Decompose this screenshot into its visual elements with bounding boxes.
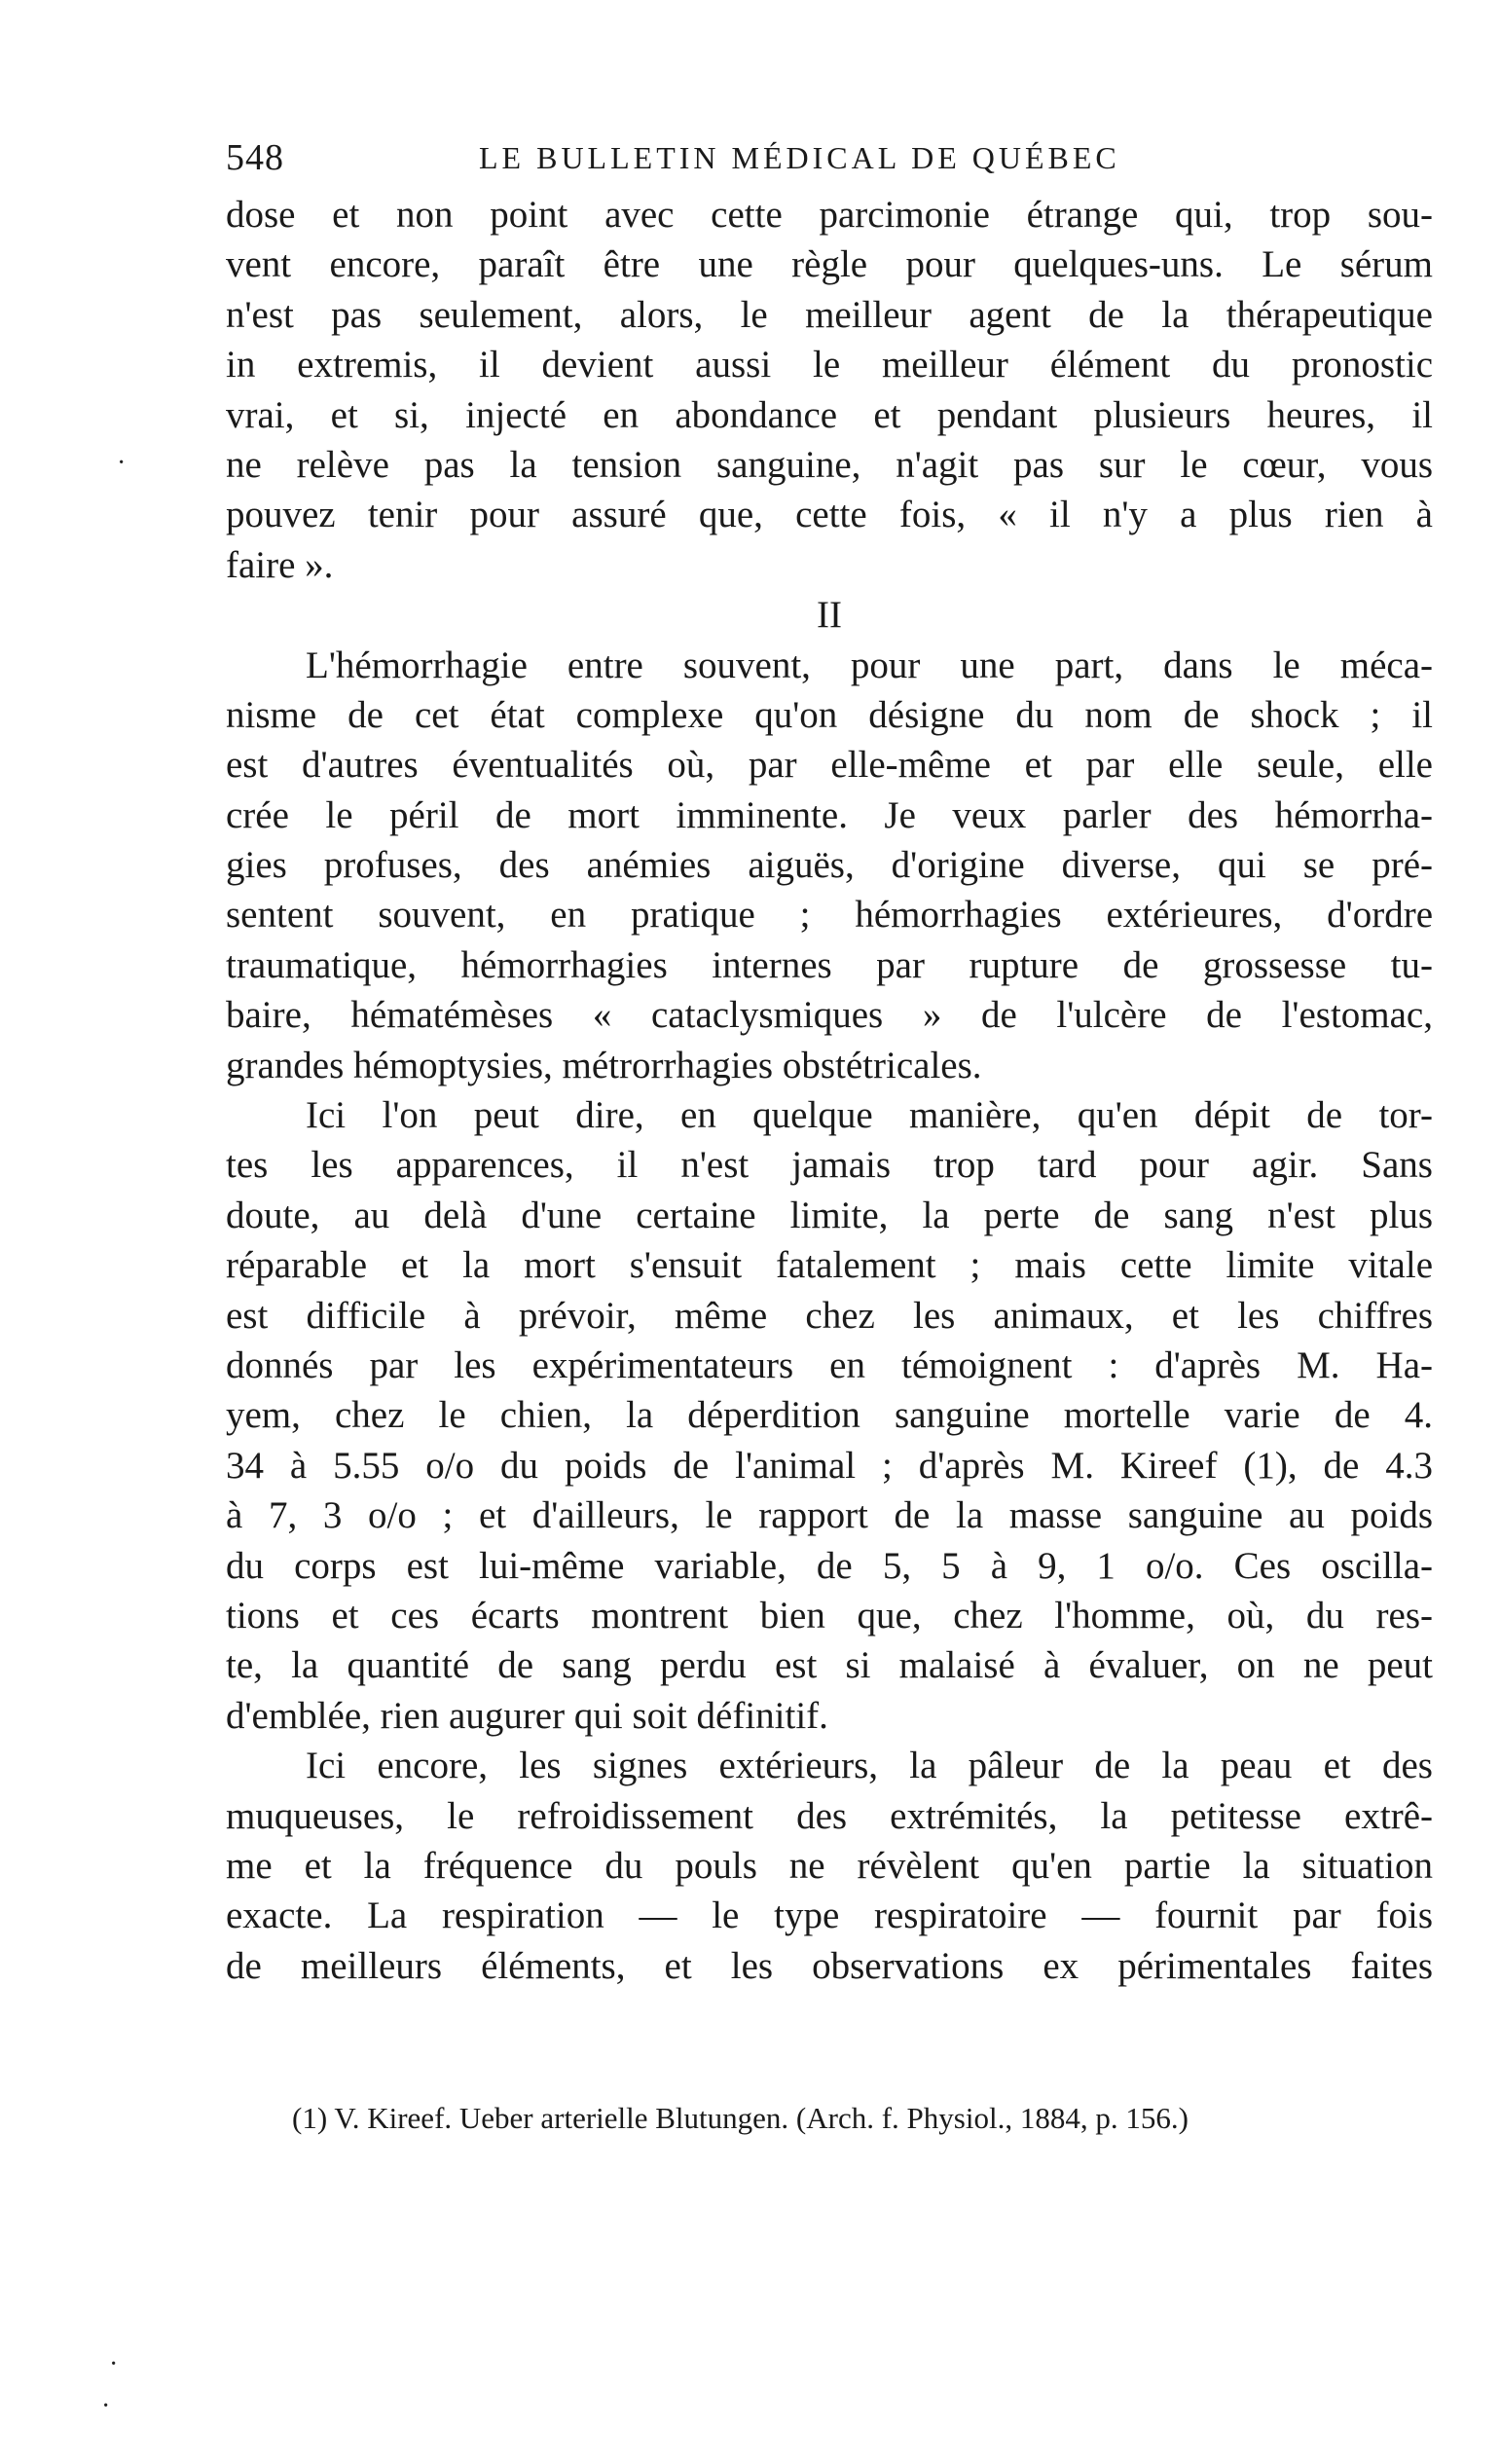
text-line: sentent souvent, en pratique ; hémorrhagies extérieures, d'ordre [226,894,1433,937]
text-line: tes les apparences, il n'est jamais trop tard pour agir. Sans [226,1144,1433,1187]
text-line: dose et non point avec cette parcimonie étrange qui, trop sou- [226,194,1433,236]
text-line: Ici l'on peut dire, en quelque manière, qu'en dépit de tor- [306,1094,1433,1137]
text-line: exacte. La respiration — le type respiratoire — fournit par fois [226,1894,1433,1937]
margin-mark: · [117,448,127,478]
text-line: gies profuses, des anémies aiguës, d'origine diverse, qui se pré- [226,844,1433,887]
text-line: est difficile à prévoir, même chez les animaux, et les chiffres [226,1294,1433,1337]
text-line: L'hémorrhagie entre souvent, pour une part, dans le méca- [306,644,1433,686]
text-line: du corps est lui-même variable, de 5, 5 à 9, 1 o/o. Ces oscilla- [226,1544,1433,1587]
margin-mark: · [101,2391,111,2421]
text-line: crée le péril de mort imminente. Je veux parler des hémorrha- [226,793,1433,836]
text-line: tions et ces écarts montrent bien que, chez l'homme, où, du res- [226,1594,1433,1637]
text-line: réparable et la mort s'ensuit fatalement ; mais cette limite vitale [226,1244,1433,1287]
text-line: à 7, 3 o/o ; et d'ailleurs, le rapport de la masse sanguine au poids [226,1494,1433,1537]
text-line: yem, chez le chien, la déperdition sanguine mortelle varie de 4. [226,1394,1433,1437]
text-line: pouvez tenir pour assuré que, cette fois, « il n'y a plus rien à [226,494,1433,536]
body-text [226,190,1433,1991]
text-line: de meilleurs éléments, et les observations ex périmentales faites [226,1944,1433,1987]
text-line: te, la quantité de sang perdu est si malaisé à évaluer, on ne peut [226,1644,1433,1687]
text-line: est d'autres éventualités où, par elle-même et par elle seule, elle [226,744,1433,787]
text-line: d'emblée, rien augurer qui soit définitif. [226,1694,828,1737]
footnote: (1) V. Kireef. Ueber arterielle Blutungen. (Arch. f. Physiol., 1884, p. 156.) [292,2101,1189,2135]
page-number: 548 [226,137,284,178]
running-title: LE BULLETIN MÉDICAL DE QUÉBEC [479,140,1120,175]
text-line: me et la fréquence du pouls ne révèlent qu'en partie la situation [226,1844,1433,1887]
text-line: faire ». [226,543,334,586]
text-line: muqueuses, le refroidissement des extrémités, la petitesse extrê- [226,1794,1433,1837]
text-line: n'est pas seulement, alors, le meilleur agent de la thérapeutique [226,293,1433,336]
text-line: Ici encore, les signes extérieurs, la pâleur de la peau et des [306,1745,1433,1787]
text-line: traumatique, hémorrhagies internes par rupture de grossesse tu- [226,943,1433,986]
text-line: baire, hématémèses « cataclysmiques » de l'ulcère de l'estomac, [226,994,1433,1037]
text-line: doute, au delà d'une certaine limite, la perte de sang n'est plus [226,1194,1433,1236]
text-line: nisme de cet état complexe qu'on désigne du nom de shock ; il [226,693,1433,736]
text-line: ne relève pas la tension sanguine, n'agit pas sur le cœur, vous [226,443,1433,486]
text-line: donnés par les expérimentateurs en témoignent : d'après M. Ha- [226,1343,1433,1386]
text-line: vrai, et si, injecté en abondance et pendant plusieurs heures, il [226,393,1433,436]
text-line: vent encore, paraît être une règle pour quelques-uns. Le sérum [226,243,1433,286]
section-number: II [817,594,842,637]
text-line: grandes hémoptysies, métrorrhagies obstétricales. [226,1044,982,1086]
text-line: 34 à 5.55 o/o du poids de l'animal ; d'après M. Kireef (1), de 4.3 [226,1444,1433,1487]
page-header [226,136,1433,185]
text-line: in extremis, il devient aussi le meilleur élément du pronostic [226,344,1433,386]
margin-mark: · [109,2349,119,2379]
